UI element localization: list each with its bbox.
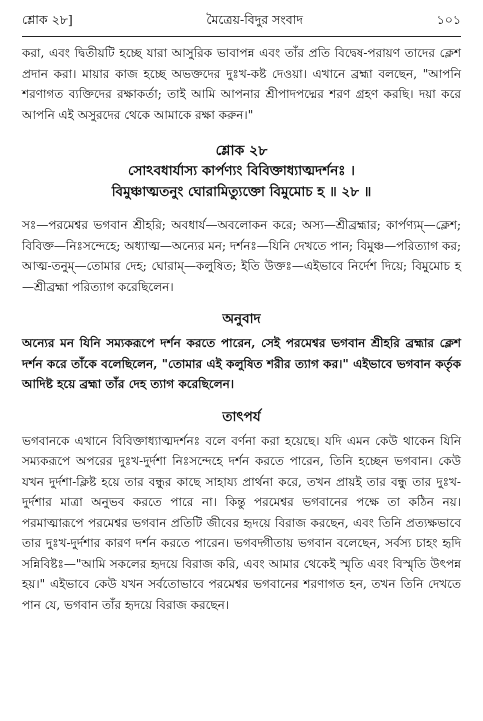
purport-title: তাৎপর্য: [222, 408, 261, 425]
intro-paragraph: করা, এবং দ্বিতীয়টি হচ্ছে যারা আসুরিক ভাবাপন্ন এবং তাঁর প্রতি বিদ্বেষ-পরায়ণ তাদের ক্লেশ প্রদান করা। মায়ার কাজ হচ্ছে অভক্তদের দুঃখ-কষ্ট দেওয়া। এখানে ব্রহ্মা বলছেন, "আপনি শরণাগত ব্যক্তিদের রক্ষাকর্তা; তাই আমি আপনার শ্রীপাদপদ্মের শরণ গ্রহণ করছি। দয়া করে আপনি এই অসুরদের থেকে আমাকে রক্ষা করুন।": [22, 46, 461, 122]
header-chapter-title: মৈত্রেয়-বিদুর সংবাদ: [206, 12, 303, 27]
translation-title: অনুবাদ: [222, 311, 261, 327]
header-verse-ref: শ্লোক ২৮]: [22, 12, 73, 27]
verse-title: শ্লোক ২৮: [215, 143, 268, 159]
synonyms-paragraph: সঃ—পরমেশ্বর ভগবান শ্রীহরি; অবধার্য—অবলোকন করে; অস্য—শ্রীব্রহ্মার; কার্পণ্যম্—ক্লেশ; বিবিক্ত—নিঃসন্দেহে; অধ্যাত্ম—অন্যের মন; দর্শনঃ—যিনি দেখতে পান; বিমুঞ্চ—পরিত্যাগ কর; আত্ম-তনুম্—তোমার দেহ; ঘোরাম্—কলুষিত; ইতি উক্তঃ—এইভাবে নির্দেশ দিয়ে; বিমুমোচ হ—শ্রীব্রহ্মা পরিত্যাগ করেছিলেন।: [22, 218, 462, 294]
translation-paragraph: অন্যের মন যিনি সম্যকরূপে দর্শন করতে পারেন, সেই পরমেশ্বর ভগবান শ্রীহরি ব্রহ্মার ক্লেশ দর্শন করে তাঁকে বলেছিলেন, "তোমার এই কলুষিত শরীর ত্যাগ কর।" এইভাবে ভগবান কর্তৃক আদিষ্ট হয়ে ব্রহ্মা তাঁর দেহ ত্যাগ করেছিলেন।: [22, 336, 461, 391]
purport-paragraph: ভগবানকে এখানে বিবিক্তাধ্যাত্মদর্শনঃ বলে বর্ণনা করা হয়েছে। যদি এমন কেউ থাকেন যিনি সম্যকরূপে অপরের দুঃখ-দুর্দশা নিঃসন্দেহে দর্শন করতে পারেন, তিনি হচ্ছেন ভগবান। কেউ যখন দুর্দশা-ক্লিষ্ট হয়ে তার বন্ধুর কাছে সাহায্য প্রার্থনা করে, তখন প্রায়ই তার বন্ধু তার দুঃখ-দুর্দশার মাত্রা অনুভব করতে পারে না। কিন্তু পরমেশ্বর ভগবানের পক্ষে তা কঠিন নয়। পরমাত্মারূপে পরমেশ্বর ভগবান প্রতিটি জীবের হৃদয়ে বিরাজ করছেন, এবং তিনি প্রত্যক্ষভাবে তার দুঃখ-দুর্দশার কারণ দর্শন করতে পারেন। ভগবদ্গীতায় ভগবান বলেছেন, সর্বস্য চাহং হৃদি সন্নিবিষ্টঃ—"আমি সকলের হৃদয়ে বিরাজ করি, এবং আমার থেকেই স্মৃতি এবং বিস্মৃতি উৎপন্ন হয়।" এইভাবে কেউ যখন সর্বতোভাবে পরমেশ্বর ভগবানের শরণাগত হন, তখন তিনি দেখতে পান যে, ভগবান তাঁর হৃদয়ে বিরাজ করছেন।: [22, 433, 461, 612]
verse-line-1: সোঽবধার্যাস্য কার্পণ্যং বিবিক্তাধ্যাত্মদর্শনঃ ।: [127, 163, 356, 179]
running-header: [22, 12, 461, 37]
page-number: ১০১: [436, 12, 461, 27]
verse-line-2: বিমুঞ্চাত্মতনুং ঘোরামিত্যুক্তো বিমুমোচ হ ॥ ২৮ ॥: [111, 184, 372, 200]
